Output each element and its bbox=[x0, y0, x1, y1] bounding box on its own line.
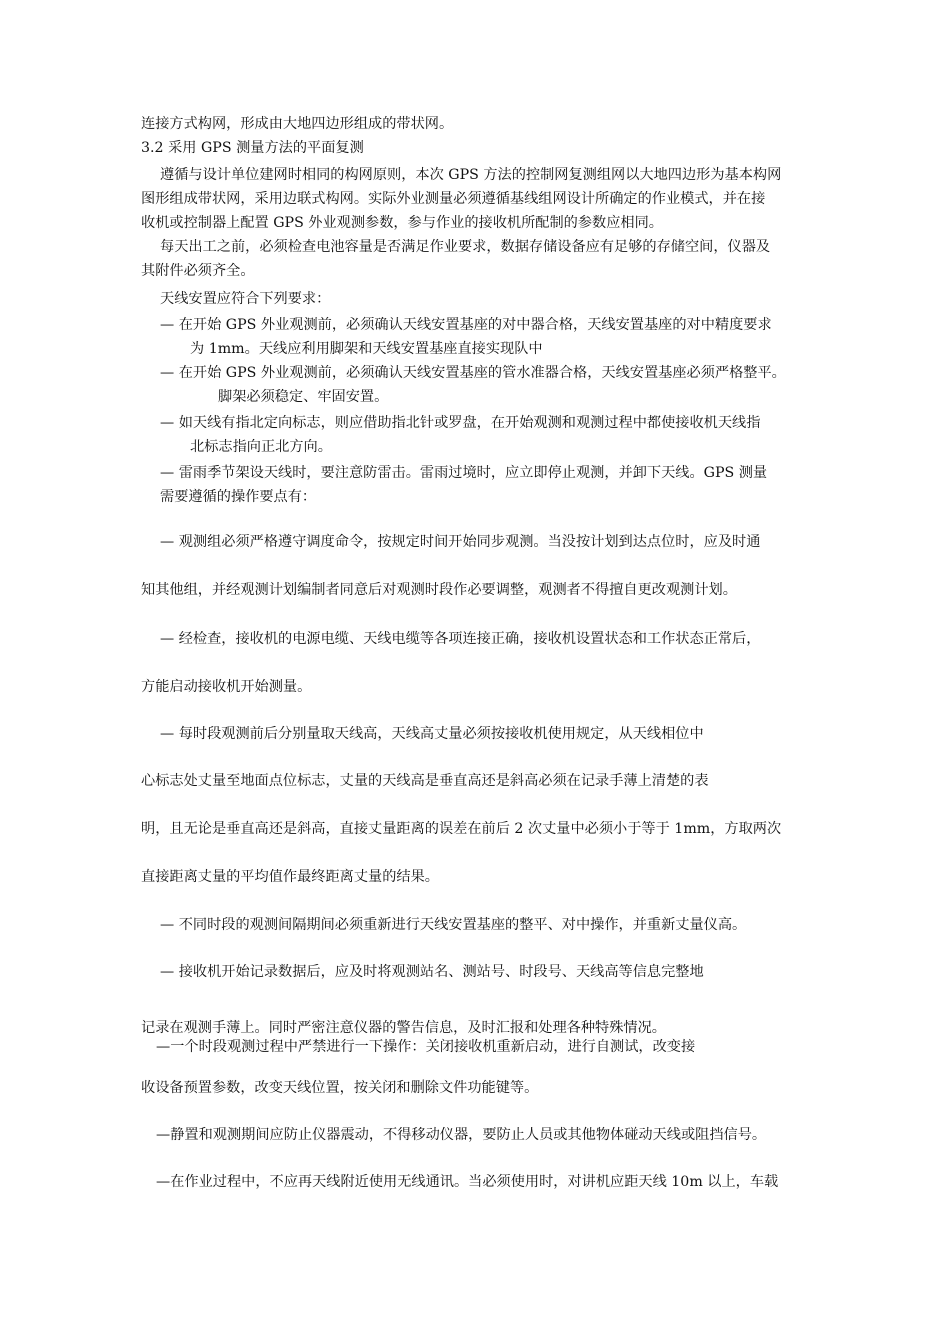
list-item-10-cont: 收设备预置参数，改变天线位置，按关闭和删除文件功能键等。 bbox=[141, 1080, 539, 1096]
list-item-9: — 接收机开始记录数据后，应及时将观测站名、测站号、时段号、天线高等信息完整地 bbox=[160, 964, 704, 980]
list-item-2: — 在开始 GPS 外业观测前，必须确认天线安置基座的管水准器合格，天线安置基座必须严格整平。 bbox=[160, 365, 786, 381]
body-line-7: 其附件必须齐全。 bbox=[141, 263, 255, 279]
list-item-7-cont-3: 直接距离丈量的平均值作最终距离丈量的结果。 bbox=[141, 869, 439, 885]
list-item-10: —一个时段观测过程中严禁进行一下操作：关闭接收机重新启动，进行自测试，改变接 bbox=[156, 1039, 696, 1055]
list-item-3-cont: 北标志指向正北方向。 bbox=[190, 439, 332, 455]
list-item-9-cont: 记录在观测手薄上。同时严密注意仪器的警告信息，及时汇报和处理各种特殊情况。 bbox=[141, 1020, 666, 1036]
section-heading: 3.2 采用 GPS 测量方法的平面复测 bbox=[141, 140, 364, 156]
list-item-6: — 经检查，接收机的电源电缆、天线电缆等各项连接正确，接收机设置状态和工作状态正常后， bbox=[160, 631, 761, 647]
body-line-6: 每天出工之前，必须检查电池容量是否满足作业要求，数据存储设备应有足够的存储空间，仪器及 bbox=[160, 239, 771, 255]
body-line-5: 收机或控制器上配置 GPS 外业观测参数，参与作业的接收机所配制的参数应相同。 bbox=[141, 215, 663, 231]
list-item-5-cont: 知其他组，并经观测计划编制者同意后对观测时段作必要调整，观测者不得擅自更改观测计划。 bbox=[141, 582, 737, 598]
list-item-7-cont-2: 明，且无论是垂直高还是斜高，直接丈量距离的误差在前后 2 次丈量中必须小于等于 1mm，方取两次 bbox=[141, 821, 782, 837]
list-item-7: — 每时段观测前后分别量取天线高，天线高丈量必须按接收机使用规定，从天线相位中 bbox=[160, 726, 704, 742]
body-line-8: 天线安置应符合下列要求： bbox=[160, 291, 331, 307]
list-item-8: — 不同时段的观测间隔期间必须重新进行天线安置基座的整平、对中操作，并重新丈量仪高。 bbox=[160, 917, 747, 933]
list-item-6-cont: 方能启动接收机开始测量。 bbox=[141, 679, 312, 695]
body-line-3: 遵循与设计单位建网时相同的构网原则，本次 GPS 方法的控制网复测组网以大地四边形为基本构网 bbox=[160, 167, 782, 183]
list-item-1-cont: 为 1mm。天线应利用脚架和天线安置基座直接实现队中 bbox=[190, 341, 543, 357]
list-item-5: — 观测组必须严格遵守调度命令，按规定时间开始同步观测。当没按计划到达点位时，应及时通 bbox=[160, 534, 761, 550]
body-line-16: 需要遵循的操作要点有： bbox=[160, 489, 317, 505]
list-item-2-cont: 脚架必须稳定、牢固安置。 bbox=[218, 389, 389, 405]
list-item-11: —静置和观测期间应防止仪器震动，不得移动仪器，要防止人员或其他物体碰动天线或阻挡信号。 bbox=[156, 1127, 767, 1143]
body-line-4: 图形组成带状网，采用边联式构网。实际外业测量必须遵循基线组网设计所确定的作业模式，并在接 bbox=[141, 191, 766, 207]
list-item-3: — 如天线有指北定向标志，则应借助指北针或罗盘，在开始观测和观测过程中都使接收机天线指 bbox=[160, 415, 761, 431]
list-item-12: —在作业过程中，不应再天线附近使用无线通讯。当必须使用时，对讲机应距天线 10m 以上，车载 bbox=[156, 1174, 779, 1190]
list-item-4: — 雷雨季节架设天线时，要注意防雷击。雷雨过境时，应立即停止观测，并卸下天线。GPS 测量 bbox=[160, 465, 768, 481]
list-item-7-cont-1: 心标志处丈量至地面点位标志，丈量的天线高是垂直高还是斜高必须在记录手薄上清楚的表 bbox=[141, 773, 709, 789]
list-item-1: — 在开始 GPS 外业观测前，必须确认天线安置基座的对中器合格，天线安置基座的对中精度要求 bbox=[160, 317, 772, 333]
body-line-1: 连接方式构网，形成由大地四边形组成的带状网。 bbox=[141, 116, 454, 132]
